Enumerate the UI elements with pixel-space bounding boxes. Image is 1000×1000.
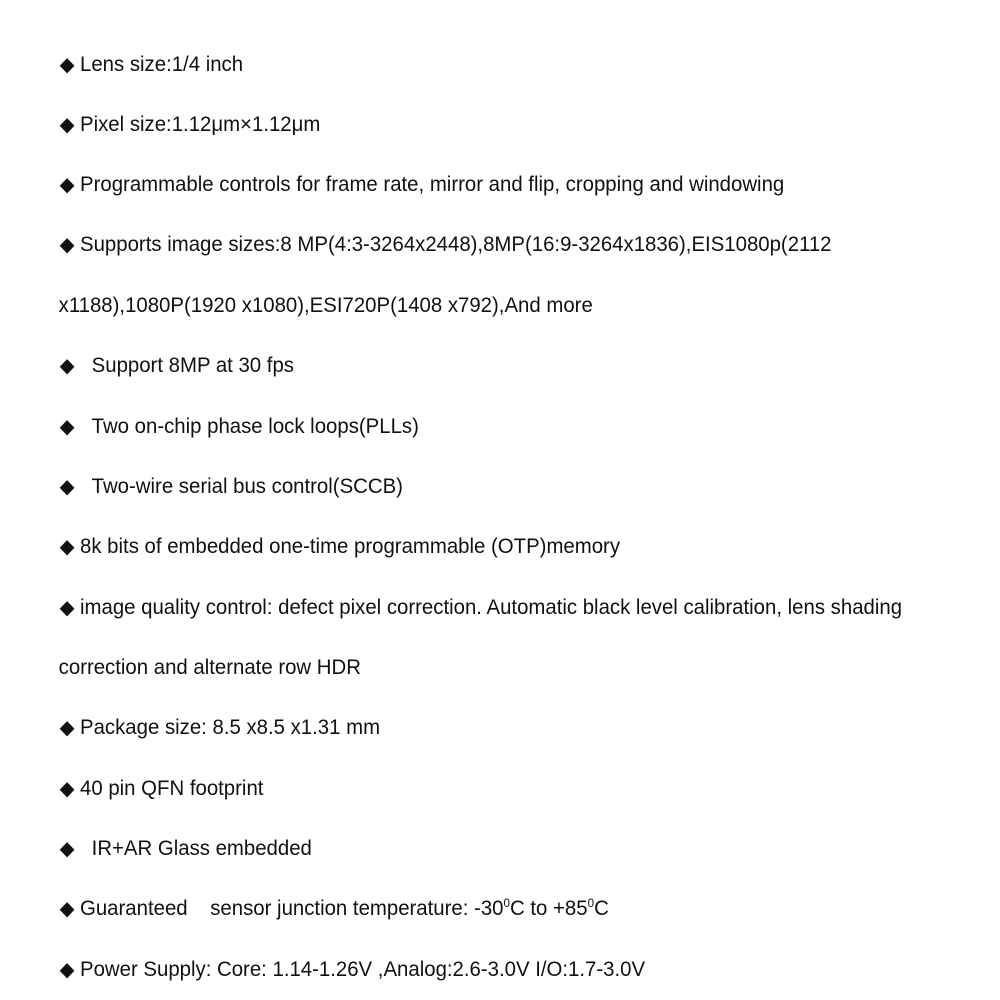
spec-image-sizes-line-1: ◆ Supports image sizes:8 MP(4:3-3264x2448),8MP(16:9-3264x1836),EIS1080p(2112 <box>59 233 832 256</box>
diamond-bullet-icon: ◆ <box>59 54 75 76</box>
diamond-bullet-icon: ◆ <box>59 476 75 498</box>
degree-superscript: 0 <box>587 896 595 910</box>
spec-plls: ◆ Two on-chip phase lock loops(PLLs) <box>59 415 419 438</box>
spec-lens-size: ◆ Lens size:1/4 inch <box>59 53 244 76</box>
spec-sccb: ◆ Two-wire serial bus control(SCCB) <box>59 475 403 498</box>
spec-temperature: ◆ Guaranteed sensor junction temperature: $-30^0C$ to $+85^0C$ <box>59 896 609 920</box>
diamond-bullet-icon: ◆ <box>59 234 75 256</box>
spec-image-quality-line-2: correction and alternate row HDR <box>58 656 361 679</box>
spec-programmable-controls: ◆ Programmable controls for frame rate, mirror and flip, cropping and windowing <box>59 173 785 196</box>
diamond-bullet-icon: ◆ <box>59 536 75 558</box>
spec-footprint: ◆ 40 pin QFN footprint <box>59 777 264 800</box>
diamond-bullet-icon: ◆ <box>59 717 75 739</box>
diamond-bullet-icon: ◆ <box>59 838 75 860</box>
degree-superscript: 0 <box>503 896 510 910</box>
diamond-bullet-icon: ◆ <box>59 174 75 196</box>
diamond-bullet-icon: ◆ <box>59 597 75 619</box>
spec-image-sizes-line-2: x1188),1080P(1920 x1080),ESI720P(1408 x792),And more <box>58 294 593 317</box>
spec-glass: ◆ IR+AR Glass embedded <box>59 837 312 860</box>
spec-image-quality-line-1: ◆ image quality control: defect pixel correction. Automatic black level calibration, lens shading <box>59 596 903 619</box>
spec-package-size: ◆ Package size: 8.5 x8.5 x1.31 mm <box>59 716 381 739</box>
diamond-bullet-icon: ◆ <box>59 355 75 377</box>
diamond-bullet-icon: ◆ <box>59 114 75 136</box>
diamond-bullet-icon: ◆ <box>59 959 75 981</box>
spec-otp: ◆ 8k bits of embedded one-time programmable (OTP)memory <box>59 535 621 558</box>
spec-fps: ◆ Support 8MP at 30 fps <box>59 354 294 377</box>
diamond-bullet-icon: ◆ <box>59 898 75 920</box>
diamond-bullet-icon: ◆ <box>59 778 75 800</box>
spec-pixel-size: ◆ Pixel size:1.12μm×1.12μm <box>59 113 321 136</box>
spec-power-supply: ◆ Power Supply: Core: 1.14-1.26V ,Analog:2.6-3.0V I/O:1.7-3.0V <box>59 958 646 981</box>
diamond-bullet-icon: ◆ <box>59 416 75 438</box>
